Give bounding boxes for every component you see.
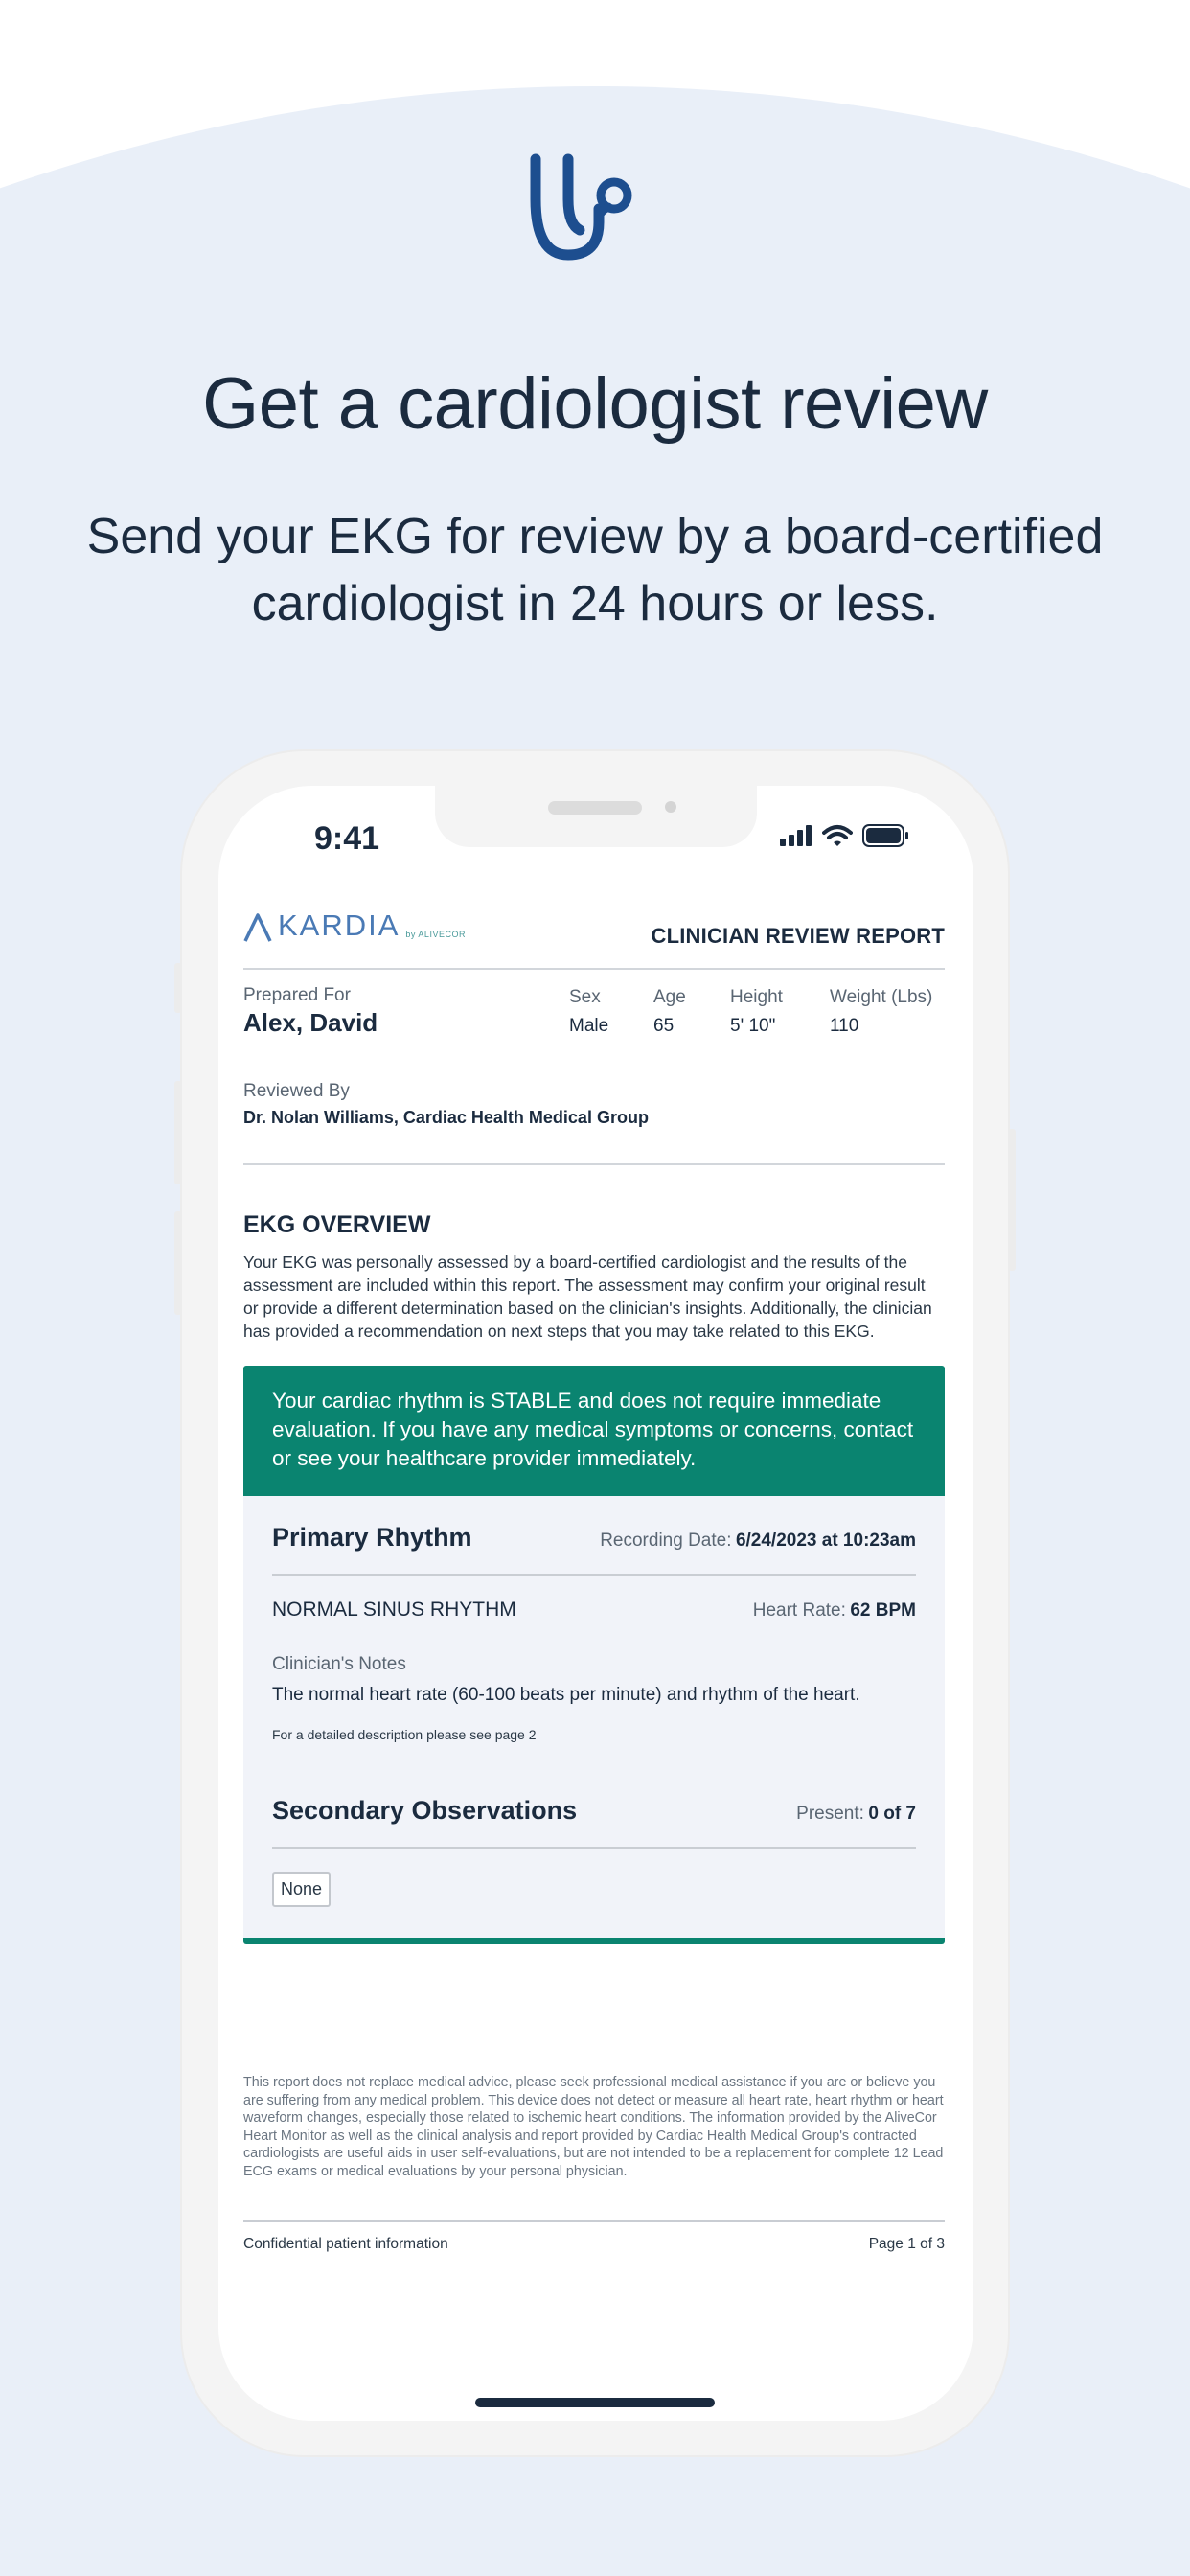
- phone-notch: [435, 786, 757, 847]
- prepared-for-label: Prepared For: [243, 985, 351, 1005]
- page-headline: Get a cardiologist review: [202, 363, 988, 445]
- stable-banner: Your cardiac rhythm is STABLE and does not require immediate evaluation. If you have any medical symptoms or concerns, contact or see your healthcare provider immediately.: [243, 1366, 945, 1496]
- page-number: Page 1 of 3: [868, 2236, 945, 2252]
- height-column: [730, 987, 783, 1037]
- clinician-notes-text: The normal heart rate (60-100 beats per minute) and rhythm of the heart.: [272, 1685, 860, 1705]
- weight-label: Weight (Lbs): [830, 987, 933, 1007]
- reviewer-name: Dr. Nolan Williams, Cardiac Health Medical Group: [243, 1108, 649, 1127]
- none-tag: None: [272, 1872, 331, 1907]
- clinician-report: [243, 908, 945, 2253]
- status-time: 9:41: [314, 820, 380, 857]
- height-value: 5' 10": [730, 1016, 776, 1036]
- report-title: CLINICIAN REVIEW REPORT: [651, 924, 945, 948]
- rhythm-result: NORMAL SINUS RHYTHM: [272, 1598, 516, 1621]
- secondary-observations-title: Secondary Observations: [272, 1796, 578, 1825]
- home-indicator[interactable]: [475, 2398, 715, 2407]
- reviewed-by-label: Reviewed By: [243, 1081, 350, 1101]
- overview-title: EKG OVERVIEW: [243, 1211, 431, 1238]
- divider: [243, 2220, 945, 2222]
- patient-info: [243, 970, 945, 1081]
- report-header: [243, 908, 945, 968]
- age-value: 65: [653, 1016, 675, 1036]
- phone-volume-down: [174, 1211, 182, 1315]
- rhythm-card: [243, 1496, 945, 1944]
- age-column: [653, 987, 686, 1037]
- wifi-icon: [822, 824, 853, 847]
- heart-rate-value: 62 BPM: [850, 1600, 916, 1621]
- patient-name: Alex, David: [243, 1008, 378, 1037]
- rhythm-row: [272, 1598, 916, 1622]
- recording-date-value: 6/24/2023 at 10:23am: [735, 1530, 916, 1551]
- detail-reference: For a detailed description please see page 2: [272, 1727, 537, 1742]
- primary-rhythm-header: [272, 1523, 916, 1552]
- phone-volume-up: [174, 1081, 182, 1184]
- sex-column: [569, 987, 608, 1037]
- overview-text: Your EKG was personally assessed by a board-certified cardiologist and the results of the assessment are included within this report. The assessment may confirm your original result or provide a different determination based on the clinician's insights. Additionally, the clinician has provided a recommendation on next steps that you may take related to this EKG.: [243, 1253, 932, 1341]
- sex-value: Male: [569, 1016, 609, 1036]
- present-label: Present:: [796, 1804, 864, 1824]
- weight-value: 110: [830, 1016, 859, 1036]
- brand-name: KARDIA: [278, 908, 400, 942]
- phone-side-button: [174, 963, 182, 1013]
- signal-icon: [780, 825, 812, 846]
- heart-rate-label: Heart Rate:: [752, 1600, 846, 1621]
- divider: [243, 1163, 945, 1165]
- height-label: Height: [730, 987, 783, 1007]
- reviewed-by: [243, 1081, 945, 1163]
- front-camera: [665, 801, 676, 813]
- weight-column: [830, 987, 932, 1037]
- brand-by: by ALIVECOR: [405, 930, 466, 939]
- divider: [272, 1847, 916, 1849]
- divider: [272, 1574, 916, 1576]
- sex-label: Sex: [569, 987, 601, 1007]
- kardia-logo: [243, 908, 466, 943]
- primary-rhythm-title: Primary Rhythm: [272, 1523, 472, 1552]
- page-subheadline: Send your EKG for review by a board-certified cardiologist in 24 hours or less.: [86, 509, 1104, 632]
- report-footer: [243, 2236, 945, 2253]
- recording-date-label: Recording Date:: [600, 1530, 732, 1551]
- clinician-notes-label: Clinician's Notes: [272, 1654, 406, 1674]
- stethoscope-icon: [530, 153, 645, 268]
- speaker-grille: [548, 801, 642, 815]
- battery-icon: [862, 824, 910, 847]
- status-icons: [780, 824, 910, 847]
- phone-screen: [218, 786, 973, 2421]
- kardia-mark-icon: [243, 912, 272, 943]
- present-value: 0 of 7: [868, 1804, 916, 1824]
- phone-power-button: [1008, 1129, 1016, 1271]
- secondary-observations-header: [272, 1796, 916, 1826]
- confidential-label: Confidential patient information: [243, 2236, 448, 2252]
- age-label: Age: [653, 987, 686, 1007]
- disclaimer-text: This report does not replace medical advice, please seek professional medical assistance if you are or believe you are suffering from any medical problem. This device does not detect or measure all heart rate, heart rhythm or heart waveform changes, especially those related to ischemic heart conditions. The information provided by the AliveCor Heart Monitor as well as the clinical analysis and report provided by Cardiac Health Medical Group's contracted cardiologists are useful aids in user self-evaluations, but are not intended to be a replacement for complete 12 Lead ECG exams or medical evaluations by your personal physician.: [243, 2075, 944, 2179]
